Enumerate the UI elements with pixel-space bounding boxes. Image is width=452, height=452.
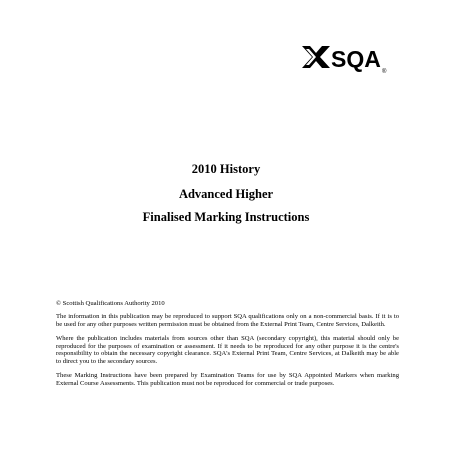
logo-text: SQA: [331, 46, 381, 72]
sqa-logo: [300, 40, 390, 74]
copyright-notice: © Scottish Qualifications Authority 2010: [56, 300, 165, 307]
registered-mark: ®: [382, 69, 387, 74]
title-year-subject: 2010 History: [191, 162, 261, 176]
marking-instructions-notice: These Marking Instructions have been prepared by Examination Teams for use by SQA Appointed Markers when marking External Course Assessments. This publication must not be reproduced for commercial or trade purposes.: [56, 372, 399, 388]
sqa-logo-icon: [300, 40, 390, 74]
secondary-copyright-notice: Where the publication includes materials from sources other than SQA (secondary copyright), this material should only be reproduced for the purposes of examination or assessment. If it needs to be reproduced for any other purpose it is the centre's responsibility to obtain the necessary copyright clearance. SQA's External Print Team, Centre Services, at Dalkeith may be able to direct you to the secondary sources.: [56, 334, 399, 366]
reproduction-notice: The information in this publication may be reproduced to support SQA qualifications only on a non-commercial basis. If it is to be used for any other purposes written permission must be obtained from the External Print Team, Centre Services, Dalkeith.: [56, 312, 399, 328]
title-level: Advanced Higher: [178, 187, 274, 201]
title-document-type: Finalised Marking Instructions: [142, 210, 310, 224]
legal-footer: [56, 300, 399, 394]
